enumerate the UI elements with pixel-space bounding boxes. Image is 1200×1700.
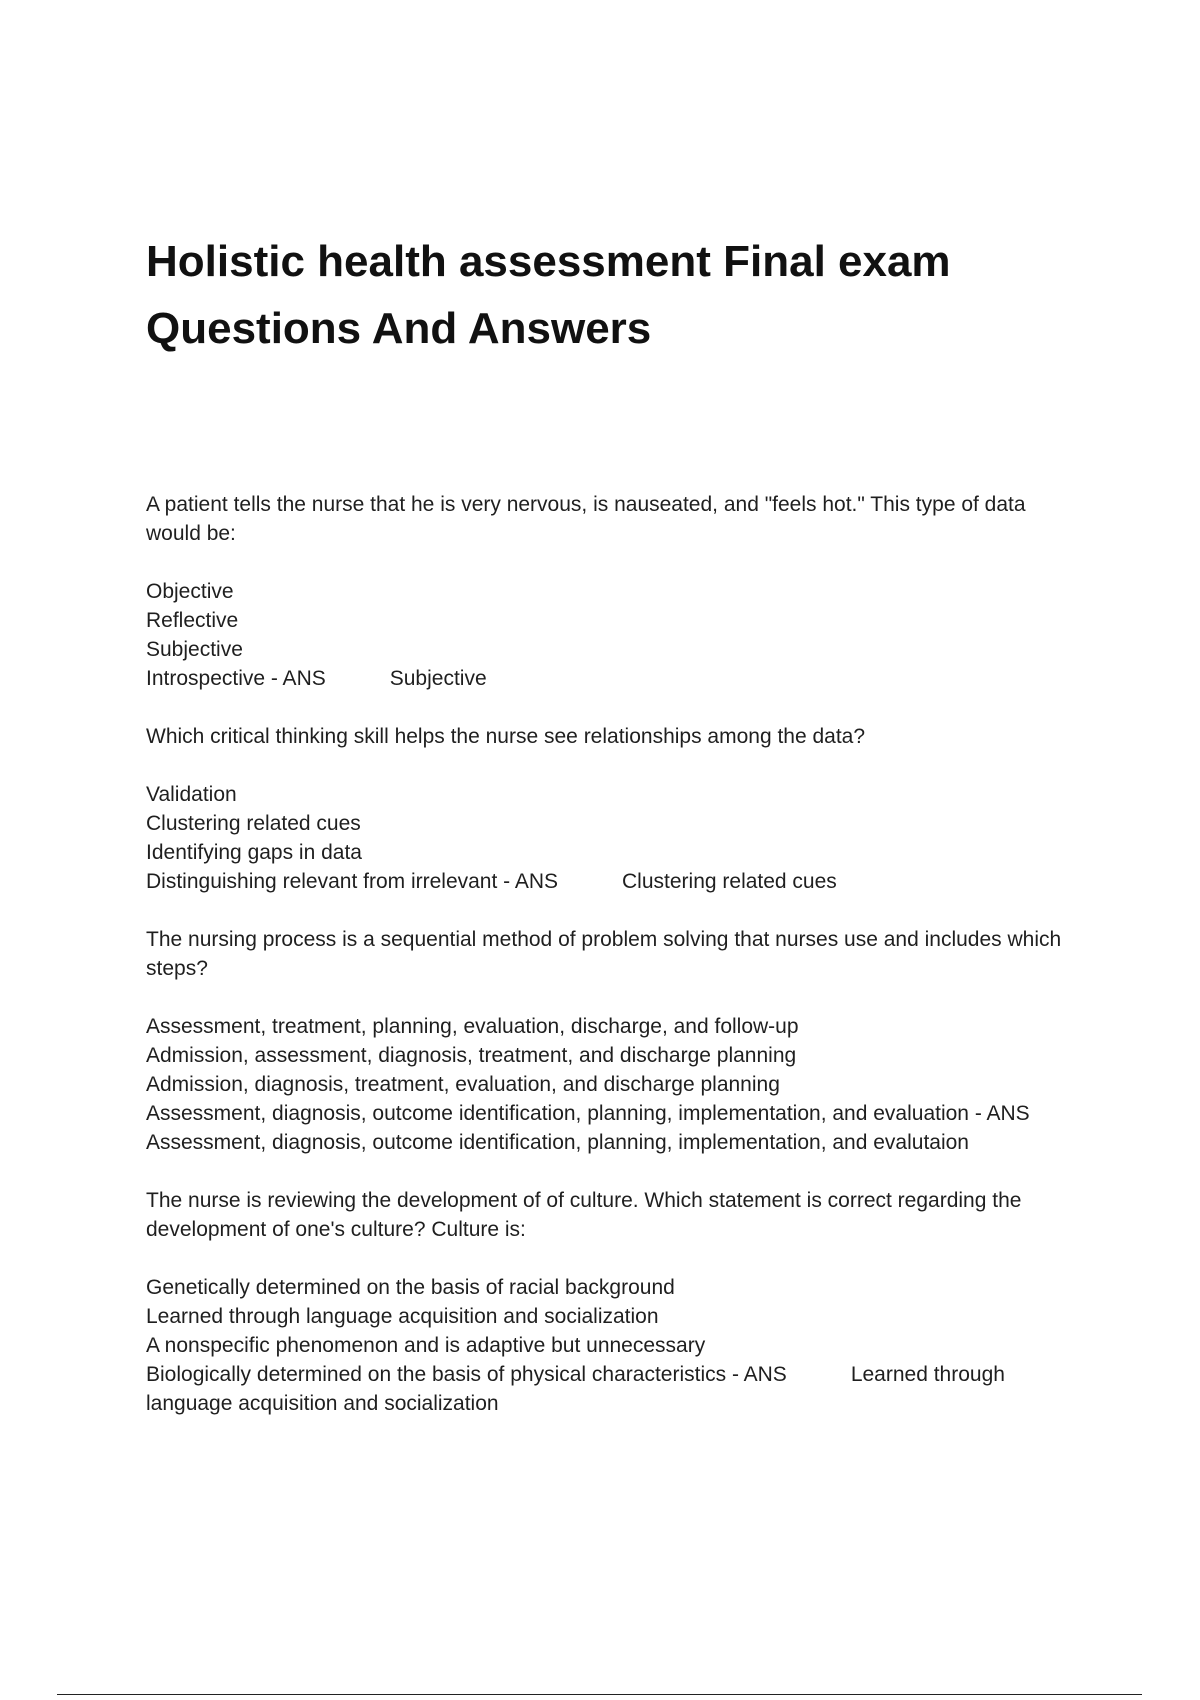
answer-option: Biologically determined on the basis of physical characteristics - ANS <box>146 1363 787 1386</box>
answer-option: Admission, assessment, diagnosis, treatment, and discharge planning <box>146 1044 797 1067</box>
answer-option: Objective <box>146 580 234 603</box>
answer-option: Subjective <box>146 638 243 661</box>
question-text: Which critical thinking skill helps the nurse see relationships among the data? <box>146 725 866 748</box>
answer-line <box>146 664 1086 693</box>
answer-option: Learned through language acquisition and socialization <box>146 1305 659 1328</box>
answer-option: A nonspecific phenomenon and is adaptive but unnecessary <box>146 1334 706 1357</box>
answer-options <box>146 577 1086 693</box>
answer-options <box>146 1012 1086 1157</box>
answer-option: Identifying gaps in data <box>146 841 362 864</box>
answer-line <box>146 867 1086 896</box>
question-block <box>146 490 1086 693</box>
correct-answer: Subjective <box>389 667 487 690</box>
document-title: Holistic health assessment Final exam Questions And Answers <box>146 237 951 353</box>
answer-option: Introspective - ANS <box>146 667 326 690</box>
answer-options <box>146 1273 1086 1418</box>
answer-option: Clustering related cues <box>146 812 361 835</box>
answer-option: Distinguishing relevant from irrelevant - ANS <box>146 870 559 893</box>
answer-option: Assessment, treatment, planning, evaluation, discharge, and follow-up <box>146 1015 799 1038</box>
answer-option: Assessment, diagnosis, outcome identification, planning, implementation, and evaluation - ANS <box>146 1102 1030 1125</box>
answer-line <box>146 1360 1086 1418</box>
answer-option: Validation <box>146 783 237 806</box>
question-text: A patient tells the nurse that he is very nervous, is nauseated, and "feels hot." This type of data would be: <box>146 493 1026 545</box>
correct-answer: Clustering related cues <box>622 870 837 893</box>
answer-option: Reflective <box>146 609 239 632</box>
questions-list <box>146 490 1086 1447</box>
question-text: The nurse is reviewing the development of of culture. Which statement is correct regarding the development of one's culture? Culture is: <box>146 1189 1022 1241</box>
correct-answer: Learned through language acquisition and socialization <box>146 1363 1005 1415</box>
page-bottom-rule <box>57 1694 1142 1695</box>
answer-option: Admission, diagnosis, treatment, evaluation, and discharge planning <box>146 1073 780 1096</box>
correct-answer: Assessment, diagnosis, outcome identification, planning, implementation, and evalutaion <box>146 1131 969 1154</box>
question-block <box>146 925 1086 1157</box>
answer-options <box>146 780 1086 896</box>
answer-option: Genetically determined on the basis of racial background <box>146 1276 675 1299</box>
question-block <box>146 1186 1086 1418</box>
question-block <box>146 722 1086 896</box>
question-text: The nursing process is a sequential method of problem solving that nurses use and includes which steps? <box>146 928 1062 980</box>
